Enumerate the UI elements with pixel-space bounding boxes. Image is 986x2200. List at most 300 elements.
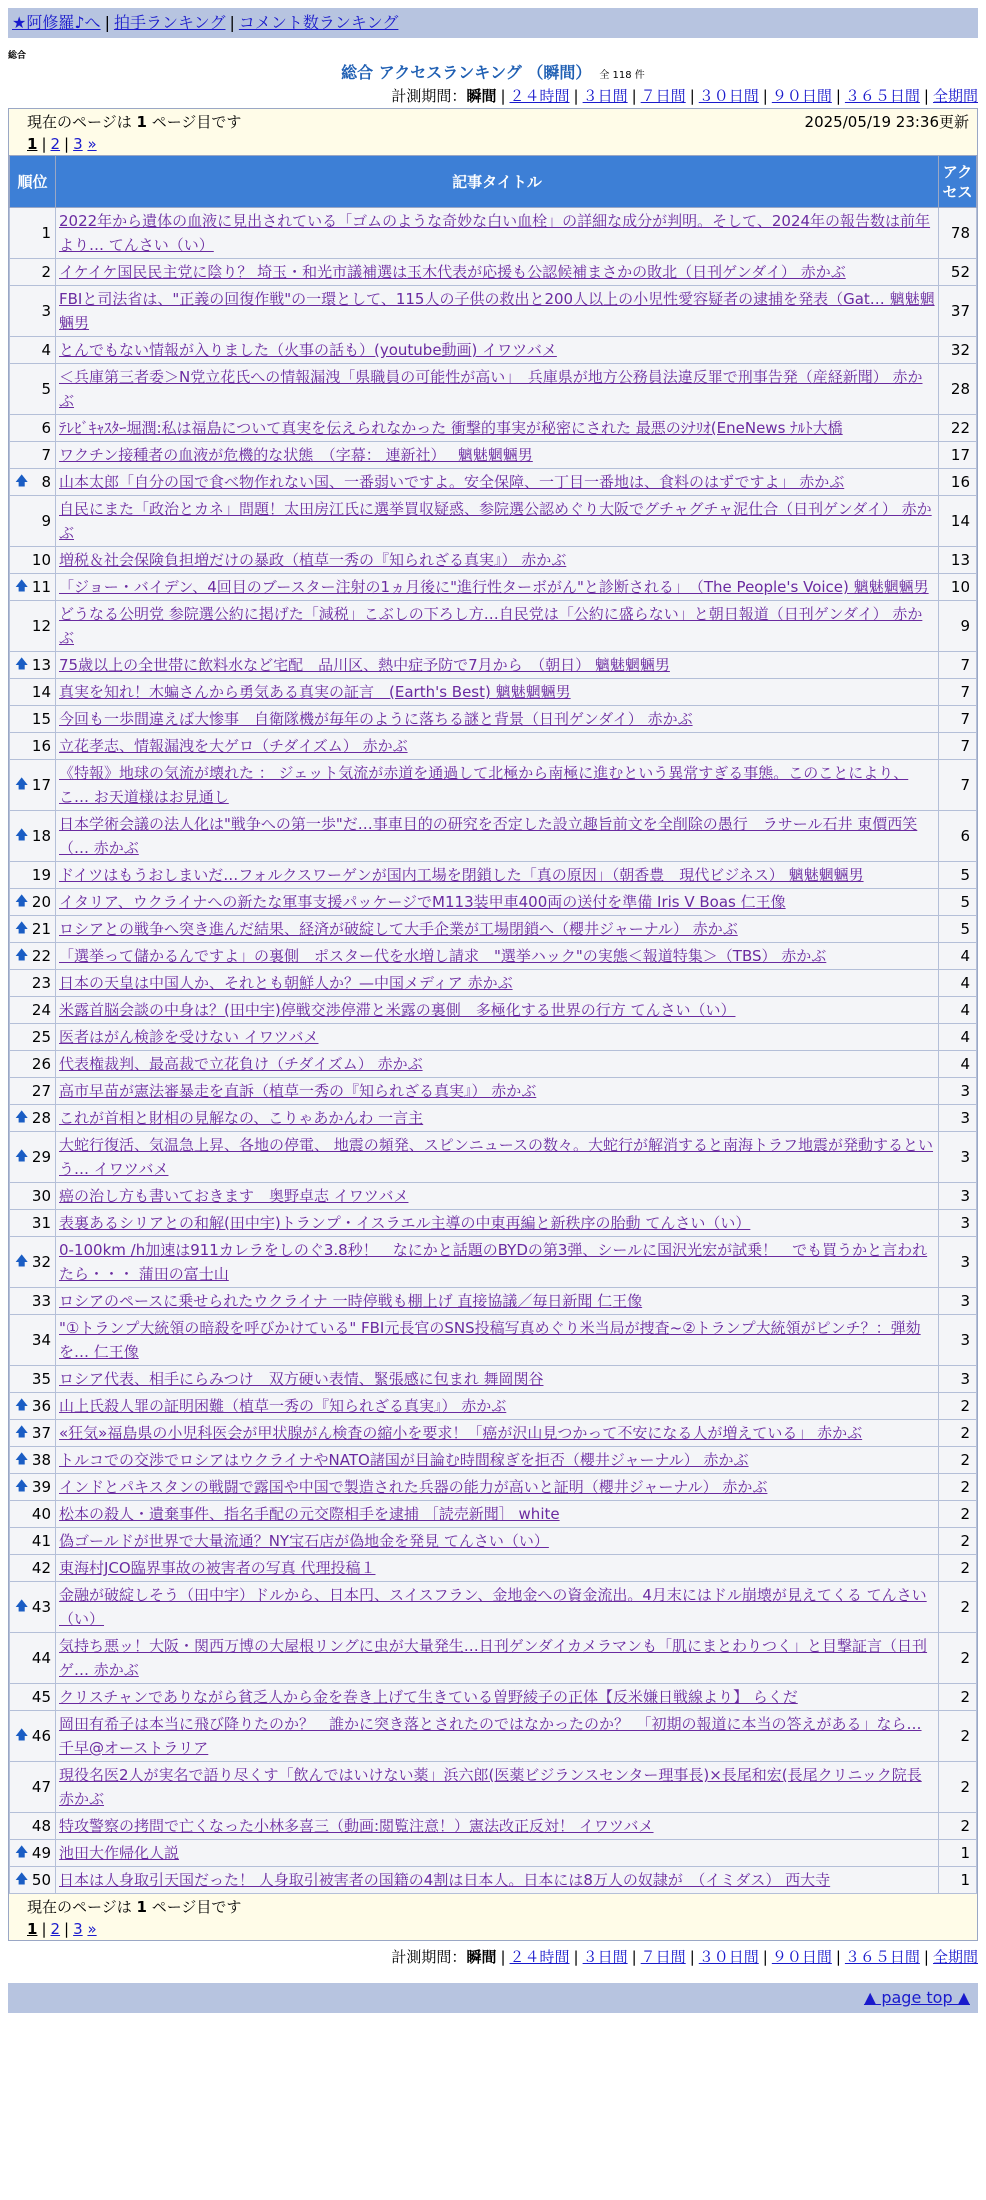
up-arrow-icon: 🡅	[15, 894, 29, 909]
period-current: 瞬間	[466, 87, 497, 105]
article-link[interactable]: 偽ゴールドが世界で大量流通？NY宝石店が偽地金を発見 てんさい（い）	[59, 1532, 549, 1550]
article-link[interactable]: 日本は人身取引天国だった！ 人身取引被害者の国籍の4割は日本人。日本には8万人の奴隷が （イミダス） 西大寺	[59, 1871, 831, 1889]
rank-number: 21	[31, 920, 51, 938]
info-bar	[9, 109, 977, 133]
access-count: 5	[939, 862, 977, 889]
title-cell	[56, 547, 939, 574]
rank-cell	[10, 1420, 56, 1447]
rank-cell	[10, 1132, 56, 1183]
ranking-title	[8, 62, 978, 84]
rank-cell	[10, 1684, 56, 1711]
article-link[interactable]: インドとパキスタンの戦闘で露国や中国で製造された兵器の能力が高いと証明（櫻井ジャーナル） 赤かぶ	[59, 1478, 768, 1496]
rank-number: 49	[31, 1844, 51, 1862]
access-count: 2	[939, 1474, 977, 1501]
table-row	[10, 1210, 977, 1237]
article-link[interactable]: 米露首脳会談の中身は？(田中宇)停戦交渉停滞と米露の裏側 多極化する世界の行方 てんさい（い）	[59, 1001, 736, 1019]
rank-number: 7	[41, 446, 51, 464]
article-link[interactable]: ﾃﾚﾋﾞｷｬｽﾀｰ堀潤:私は福島について真実を伝えられなかった 衝撃的事実が秘密にされた 最悪のｼﾅﾘｵ(EneNews ﾅﾙﾄ大橋	[59, 419, 843, 437]
title-cell	[56, 337, 939, 364]
table-row	[10, 1474, 977, 1501]
page-top-bar	[8, 1983, 978, 2013]
article-link[interactable]: 山上氏殺人罪の証明困難（植草一秀の『知られざる真実』） 赤かぶ	[59, 1397, 507, 1415]
rank-cell	[10, 1501, 56, 1528]
title-cell	[56, 706, 939, 733]
rank-cell	[10, 496, 56, 547]
article-link[interactable]: 2022年から遺体の血液に見出されている「ゴムのような奇妙な白い血栓」の詳細な成分が判明。そして、2024年の報告数は前年より… てんさい（い）	[59, 212, 931, 254]
period-separator: |	[631, 87, 637, 105]
rank-number: 45	[31, 1688, 51, 1706]
title-cell	[56, 1633, 939, 1684]
article-link[interactable]: 《特報》地球の気流が壊れた ： ジェット気流が赤道を通過して北極から南極に進むという異常すぎる事態。このことにより、こ… お天道様はお見通し	[59, 764, 909, 806]
clap-ranking-link[interactable]: 拍手ランキング	[113, 13, 226, 32]
top-nav	[8, 8, 978, 38]
table-row	[10, 364, 977, 415]
access-count: 7	[939, 679, 977, 706]
article-link[interactable]: 松本の殺人・遺棄事件、指名手配の元交際相手を逮捕 ［読売新聞］ white	[59, 1505, 560, 1523]
title-cell	[56, 916, 939, 943]
rank-cell	[10, 1105, 56, 1132]
title-cell	[56, 862, 939, 889]
table-row	[10, 1711, 977, 1762]
title-cell	[56, 1447, 939, 1474]
period-separator: |	[500, 1948, 506, 1966]
rank-number: 24	[31, 1001, 51, 1019]
title-cell	[56, 1555, 939, 1582]
article-link[interactable]: どうなる公明党 参院選公約に掲げた「減税」こぶしの下ろし方…自民党は「公約に盛らない」と朝日報道（日刊ゲンダイ） 赤かぶ	[59, 605, 923, 647]
title-cell	[56, 1366, 939, 1393]
rank-number: 3	[41, 302, 51, 320]
table-row	[10, 1813, 977, 1840]
title-cell	[56, 574, 939, 601]
article-link[interactable]: 「選挙って儲かるんですよ」の裏側 ポスター代を水増し請求 "選挙ハック"の実態＜報道特集＞（TBS） 赤かぶ	[59, 947, 827, 965]
table-row	[10, 469, 977, 496]
period-separator: |	[762, 1948, 768, 1966]
article-link[interactable]: 0-100km /h加速は911カレラをしのぐ3.8秒！ なにかと話題のBYDの第3弾、シールに国沢光宏が試乗！ でも買うかと言われたら・・・ 蒲田の富士山	[59, 1241, 928, 1283]
article-link[interactable]: これが首相と財相の見解なの、こりゃあかんわ 一言主	[59, 1109, 424, 1127]
title-cell	[56, 1840, 939, 1867]
rank-number: 1	[41, 224, 51, 242]
article-link[interactable]: 表裏あるシリアとの和解(田中宇)トランプ・イスラエル主導の中東再編と新秩序の胎動 てんさい（い）	[59, 1214, 751, 1232]
ranking-box	[8, 108, 978, 1941]
rank-cell	[10, 1237, 56, 1288]
rank-cell	[10, 259, 56, 286]
rank-cell	[10, 760, 56, 811]
table-row	[10, 1447, 977, 1474]
article-link[interactable]: 金融が破綻しそう（田中宇）ドルから、日本円、スイスフラン、金地金への資金流出。4月末にはドル崩壊が見えてくる てんさい（い）	[59, 1586, 927, 1628]
table-row	[10, 679, 977, 706]
table-row	[10, 442, 977, 469]
period-separator: |	[573, 87, 579, 105]
rank-cell	[10, 286, 56, 337]
article-link[interactable]: 池田大作帰化人説	[59, 1844, 180, 1862]
table-row	[10, 415, 977, 442]
rank-number: 14	[31, 683, 51, 701]
title-cell	[56, 208, 939, 259]
article-link[interactable]: トルコでの交渉でロシアはウクライナやNATO諸国が目論む時間稼ぎを拒否（櫻井ジャーナル） 赤かぶ	[59, 1451, 749, 1469]
access-count: 3	[939, 1288, 977, 1315]
rank-cell	[10, 1762, 56, 1813]
article-link[interactable]: 今回も一歩間違えば大惨事 自衛隊機が毎年のように落ちる謎と背景（日刊ゲンダイ） 赤かぶ	[59, 710, 693, 728]
ranking-table	[9, 155, 977, 1894]
period-separator: |	[500, 87, 506, 105]
article-link[interactable]: 自民にまた「政治とカネ」問題！太田房江氏に選挙買収疑惑、参院選公認めぐり大阪でグチャグチャ泥仕合（日刊ゲンダイ） 赤かぶ	[59, 500, 932, 542]
page-current: 1	[27, 1920, 38, 1938]
table-row	[10, 208, 977, 259]
table-row	[10, 286, 977, 337]
rank-number: 19	[31, 866, 51, 884]
page-link[interactable]: 3	[73, 135, 83, 153]
current-page-text: 現在のページは 1 ページ目です	[27, 1898, 242, 1916]
period-separator: |	[689, 87, 695, 105]
header-title: 記事タイトル	[56, 156, 939, 208]
article-link[interactable]: 真実を知れ！木蝙さんから勇気ある真実の証言 (Earth's Best) 魑魅魍魎男	[59, 683, 571, 701]
rank-number: 23	[31, 974, 51, 992]
period-separator: |	[835, 1948, 841, 1966]
rank-number: 37	[31, 1424, 51, 1442]
access-count: 52	[939, 259, 977, 286]
article-link[interactable]: "①トランプ大統領の暗殺を呼びかけている" FBI元長官のSNS投稿写真めぐり米当局が捜査~②トランプ大統領がピンチ？：弾劾を… 仁王像	[59, 1319, 921, 1361]
access-count: 78	[939, 208, 977, 259]
access-count: 3	[939, 1132, 977, 1183]
rank-number: 4	[41, 341, 51, 359]
article-link[interactable]: 医者はがん検診を受けない イワツバメ	[59, 1028, 319, 1046]
rank-cell	[10, 889, 56, 916]
up-arrow-icon: 🡅	[15, 1398, 29, 1413]
article-link[interactable]: とんでもない情報が入りました（火事の話も）(youtube動画) イワツバメ	[59, 341, 557, 359]
access-count: 5	[939, 916, 977, 943]
period-separator: |	[689, 1948, 695, 1966]
up-arrow-icon: 🡅	[15, 1479, 29, 1494]
table-row	[10, 1288, 977, 1315]
table-row	[10, 889, 977, 916]
article-link[interactable]: クリスチャンでありながら貧乏人から金を巻き上げて生きている曽野綾子の正体【反米嫌日戦線より】 らくだ	[59, 1688, 798, 1706]
rank-cell	[10, 1555, 56, 1582]
rank-number: 29	[31, 1148, 51, 1166]
title-cell	[56, 1813, 939, 1840]
access-count: 2	[939, 1501, 977, 1528]
period-link[interactable]: ２４時間	[509, 87, 570, 105]
table-row	[10, 337, 977, 364]
title-cell	[56, 601, 939, 652]
access-count: 13	[939, 547, 977, 574]
table-row	[10, 733, 977, 760]
title-cell	[56, 1132, 939, 1183]
table-row	[10, 1315, 977, 1366]
rank-number: 28	[31, 1109, 51, 1127]
rank-number: 10	[31, 551, 51, 569]
rank-number: 34	[31, 1331, 51, 1349]
table-row	[10, 1051, 977, 1078]
rank-number: 27	[31, 1082, 51, 1100]
title-cell	[56, 1528, 939, 1555]
period-link[interactable]: ３日間	[582, 1948, 628, 1966]
period-link[interactable]: ３６５日間	[844, 87, 920, 105]
page-top-link[interactable]: ▲ page top ▲	[863, 1988, 970, 2007]
rank-number: 12	[31, 617, 51, 635]
title-cell	[56, 1210, 939, 1237]
article-link[interactable]: 癌の治し方も書いておきます 奥野卓志 イワツバメ	[59, 1187, 409, 1205]
article-link[interactable]: 現役名医2人が実名で語り尽くす「飲んではいけない薬」浜六郎(医薬ビジランスセンター理事長)×長尾和宏(長尾クリニック院長 赤かぶ	[59, 1766, 922, 1808]
access-count: 2	[939, 1393, 977, 1420]
table-header-row	[10, 156, 977, 208]
up-arrow-icon: 🡅	[15, 474, 29, 489]
access-count: 1	[939, 1867, 977, 1894]
rank-cell	[10, 1051, 56, 1078]
access-count: 5	[939, 889, 977, 916]
article-link[interactable]: 特攻警察の拷問で亡くなった小林多喜三（動画:閲覧注意！）憲法改正反対！ イワツバメ	[59, 1817, 654, 1835]
table-row	[10, 1366, 977, 1393]
title-cell	[56, 1024, 939, 1051]
up-arrow-icon: 🡅	[15, 1110, 29, 1125]
article-link[interactable]: 気持ち悪ッ！大阪・関西万博の大屋根リングに虫が大量発生…日刊ゲンダイカメラマンも「肌にまとわりつく」と目撃証言（日刊ゲ… 赤かぶ	[59, 1637, 928, 1679]
next-page-link[interactable]: »	[87, 135, 97, 153]
table-row	[10, 1237, 977, 1288]
rank-number: 25	[31, 1028, 51, 1046]
ranking-title-text: 総合 アクセスランキング （瞬間）	[341, 63, 592, 82]
pagination-bottom	[9, 1918, 977, 1940]
rank-cell	[10, 1210, 56, 1237]
period-current: 瞬間	[466, 1948, 497, 1966]
next-page-link[interactable]: »	[87, 1920, 97, 1938]
rank-cell	[10, 1867, 56, 1894]
article-link[interactable]: «狂気»福島県の小児科医会が甲状腺がん検査の縮小を要求！「癌が沢山見つかって不安になる人が増えている」 赤かぶ	[59, 1424, 863, 1442]
article-link[interactable]: ワクチン接種者の血液が危機的な状態 （字幕： 連新社） 魑魅魍魎男	[59, 446, 533, 464]
article-link[interactable]: 日本の天皇は中国人か、それとも朝鮮人か？—中国メディア 赤かぶ	[59, 974, 513, 992]
title-cell	[56, 1474, 939, 1501]
period-link[interactable]: ９０日間	[771, 87, 832, 105]
rank-number: 33	[31, 1292, 51, 1310]
rank-number: 38	[31, 1451, 51, 1469]
access-count: 2	[939, 1528, 977, 1555]
nav-separator: |	[104, 13, 110, 32]
up-arrow-icon: 🡅	[15, 1845, 29, 1860]
table-row	[10, 1555, 977, 1582]
table-row	[10, 1078, 977, 1105]
period-label: 計測期間：	[391, 87, 467, 105]
article-link[interactable]: 岡田有希子は本当に飛び降りたのか？ 誰かに突き落とされたのではなかったのか？ 「初期の報道に本当の答えがある」なら… 千早@オーストラリア	[59, 1715, 922, 1757]
access-count: 7	[939, 733, 977, 760]
period-link[interactable]: ３０日間	[698, 87, 759, 105]
article-link[interactable]: 高市早苗が憲法審暴走を直訴（植草一秀の『知られざる真実』） 赤かぶ	[59, 1082, 537, 1100]
title-cell	[56, 943, 939, 970]
table-row	[10, 811, 977, 862]
title-cell	[56, 1684, 939, 1711]
table-row	[10, 652, 977, 679]
title-cell	[56, 1582, 939, 1633]
article-link[interactable]: 75歳以上の全世帯に飲料水など宅配 品川区、熱中症予防で7月から （朝日） 魑魅魍魎男	[59, 656, 670, 674]
table-row	[10, 1867, 977, 1894]
up-arrow-icon: 🡅	[15, 1425, 29, 1440]
table-row	[10, 760, 977, 811]
rank-cell	[10, 601, 56, 652]
table-row	[10, 547, 977, 574]
page-link[interactable]: 2	[50, 1920, 61, 1938]
rank-number: 43	[31, 1598, 51, 1616]
rank-number: 39	[31, 1478, 51, 1496]
table-row	[10, 1501, 977, 1528]
access-count: 2	[939, 1711, 977, 1762]
access-count: 2	[939, 1555, 977, 1582]
period-link[interactable]: ３日間	[582, 87, 628, 105]
article-link[interactable]: ドイツはもうおしまいだ…フォルクスワーゲンが国内工場を閉鎖した「真の原因」（朝香豊 現代ビジネス） 魑魅魍魎男	[59, 866, 864, 884]
rank-cell	[10, 1813, 56, 1840]
access-count: 3	[939, 1183, 977, 1210]
rank-number: 5	[41, 380, 51, 398]
rank-cell	[10, 1582, 56, 1633]
rank-cell	[10, 208, 56, 259]
rank-cell	[10, 469, 56, 496]
title-cell	[56, 1711, 939, 1762]
article-link[interactable]: 代表権裁判、最高裁で立花負け（チダイズム） 赤かぶ	[59, 1055, 423, 1073]
title-cell	[56, 1105, 939, 1132]
period-label: 計測期間：	[391, 1948, 467, 1966]
rank-number: 47	[31, 1778, 51, 1796]
rank-cell	[10, 442, 56, 469]
title-cell	[56, 1420, 939, 1447]
table-row	[10, 1633, 977, 1684]
rank-number: 18	[31, 827, 51, 845]
rank-cell	[10, 916, 56, 943]
article-link[interactable]: イケイケ国民民主党に陰り？ 埼玉・和光市議補選は玉木代表が応援も公認候補まさかの敗北（日刊ゲンダイ） 赤かぶ	[59, 263, 846, 281]
access-count: 17	[939, 442, 977, 469]
table-row	[10, 259, 977, 286]
title-cell	[56, 1867, 939, 1894]
period-link[interactable]: ７日間	[640, 87, 686, 105]
rank-cell	[10, 1315, 56, 1366]
rank-cell	[10, 337, 56, 364]
article-link[interactable]: ロシアとの戦争へ突き進んだ結果、経済が破綻して大手企業が工場閉鎖へ（櫻井ジャーナル） 赤かぶ	[59, 920, 738, 938]
rank-number: 50	[31, 1871, 51, 1889]
article-link[interactable]: 大蛇行復活、気温急上昇、各地の停電、 地震の頻発、スピンニュースの数々。大蛇行が解消すると南海トラフ地震が発動するという… イワツバメ	[59, 1136, 934, 1178]
article-link[interactable]: 東海村JCO臨界事故の被害者の写真 代理投稿１	[59, 1559, 376, 1577]
up-arrow-icon: 🡅	[15, 657, 29, 672]
table-row	[10, 1393, 977, 1420]
title-cell	[56, 1288, 939, 1315]
rank-number: 32	[31, 1253, 51, 1271]
period-separator: |	[923, 1948, 929, 1966]
article-link[interactable]: ＜兵庫第三者委＞N党立花氏への情報漏洩「県職員の可能性が高い」 兵庫県が地方公務員法違反罪で刑事告発（産経新聞） 赤かぶ	[59, 368, 923, 410]
rank-number: 42	[31, 1559, 51, 1577]
page-separator: |	[64, 1920, 70, 1938]
up-arrow-icon: 🡅	[15, 828, 29, 843]
table-row	[10, 601, 977, 652]
page-link[interactable]: 2	[50, 135, 61, 153]
article-link[interactable]: 増税＆社会保険負担増だけの暴政（植草一秀の『知られざる真実』） 赤かぶ	[59, 551, 567, 569]
access-count: 14	[939, 496, 977, 547]
title-cell	[56, 1078, 939, 1105]
rank-number: 26	[31, 1055, 51, 1073]
access-count: 3	[939, 1237, 977, 1288]
rank-cell	[10, 862, 56, 889]
access-count: 4	[939, 1024, 977, 1051]
table-row	[10, 970, 977, 997]
title-cell	[56, 1183, 939, 1210]
access-count: 4	[939, 943, 977, 970]
access-count: 2	[939, 1762, 977, 1813]
article-link[interactable]: 「ジョー・バイデン、4回目のブースター注射の1ヵ月後に"進行性ターボがん"と診断される」 （The People's Voice) 魑魅魍魎男	[59, 578, 929, 596]
rank-cell	[10, 997, 56, 1024]
rank-cell	[10, 1288, 56, 1315]
article-link[interactable]: FBIと司法省は、"正義の回復作戦"の一環として、115人の子供の救出と200人以上の小児性愛容疑者の逮捕を発表（Gat… 魑魅魍魎男	[59, 290, 935, 332]
rank-number: 6	[41, 419, 51, 437]
article-link[interactable]: イタリア、ウクライナへの新たな軍事支援パッケージでM113装甲車400両の送付を準備 Iris V Boas 仁王像	[59, 893, 786, 911]
access-count: 2	[939, 1582, 977, 1633]
article-link[interactable]: 立花孝志、情報漏洩を大ゲロ（チダイズム） 赤かぶ	[59, 737, 408, 755]
table-row	[10, 1420, 977, 1447]
period-link[interactable]: 全期間	[932, 1948, 978, 1966]
current-page-number: 1	[136, 113, 147, 131]
access-count: 2	[939, 1633, 977, 1684]
rank-cell	[10, 1183, 56, 1210]
home-link[interactable]: ★阿修羅♪へ	[12, 13, 101, 32]
rank-cell	[10, 943, 56, 970]
rank-cell	[10, 1474, 56, 1501]
up-arrow-icon: 🡅	[15, 579, 29, 594]
rank-cell	[10, 811, 56, 862]
title-cell	[56, 1051, 939, 1078]
title-cell	[56, 970, 939, 997]
rank-number: 44	[31, 1649, 51, 1667]
up-arrow-icon: 🡅	[15, 921, 29, 936]
title-cell	[56, 679, 939, 706]
category-label: 総合	[8, 51, 27, 61]
article-link[interactable]: 山本太郎「自分の国で食べ物作れない国、一番弱いですよ。安全保障、一丁目一番地は、食料のはずですよ」 赤かぶ	[59, 473, 845, 491]
title-cell	[56, 1393, 939, 1420]
rank-number: 13	[31, 656, 51, 674]
up-arrow-icon: 🡅	[15, 948, 29, 963]
access-count: 28	[939, 364, 977, 415]
article-link[interactable]: ロシア代表、相手にらみつけ 双方硬い表情、緊張感に包まれ 舞岡関谷	[59, 1370, 544, 1388]
access-count: 6	[939, 811, 977, 862]
article-link[interactable]: ロシアのペースに乗せられたウクライナ 一時停戦も棚上げ 直接協議／毎日新聞 仁王像	[59, 1292, 643, 1310]
access-count: 3	[939, 1078, 977, 1105]
period-link[interactable]: ３０日間	[698, 1948, 759, 1966]
access-count: 2	[939, 1813, 977, 1840]
comment-ranking-link[interactable]: コメント数ランキング	[238, 13, 399, 32]
title-cell	[56, 1762, 939, 1813]
page-current: 1	[27, 135, 38, 153]
page-separator: |	[41, 1920, 47, 1938]
title-cell	[56, 259, 939, 286]
access-count: 16	[939, 469, 977, 496]
page-link[interactable]: 3	[73, 1920, 83, 1938]
rank-number: 41	[31, 1532, 51, 1550]
access-count: 3	[939, 1105, 977, 1132]
rank-number: 20	[31, 893, 51, 911]
up-arrow-icon: 🡅	[15, 777, 29, 792]
period-link[interactable]: ３６５日間	[844, 1948, 920, 1966]
period-link[interactable]: ７日間	[640, 1948, 686, 1966]
article-link[interactable]: 日本学術会議の法人化は"戦争への第一歩"だ…事車目的の研究を否定した設立趣旨前文を全削除の愚行 ラサール石井 東價西笑（… 赤かぶ	[59, 815, 918, 857]
access-count: 7	[939, 652, 977, 679]
table-row	[10, 1762, 977, 1813]
access-count: 1	[939, 1840, 977, 1867]
period-link[interactable]: ２４時間	[509, 1948, 570, 1966]
rank-number: 31	[31, 1214, 51, 1232]
title-cell	[56, 760, 939, 811]
rank-number: 35	[31, 1370, 51, 1388]
table-row	[10, 1840, 977, 1867]
rank-cell	[10, 706, 56, 733]
rank-cell	[10, 1024, 56, 1051]
access-count: 2	[939, 1447, 977, 1474]
period-selector	[8, 84, 978, 108]
info-bar-bottom	[9, 1894, 977, 1918]
period-link[interactable]: ９０日間	[771, 1948, 832, 1966]
current-page-number: 1	[136, 1898, 147, 1916]
period-link[interactable]: 全期間	[932, 87, 978, 105]
updated-timestamp: 2025/05/19 23:36更新	[804, 113, 969, 131]
